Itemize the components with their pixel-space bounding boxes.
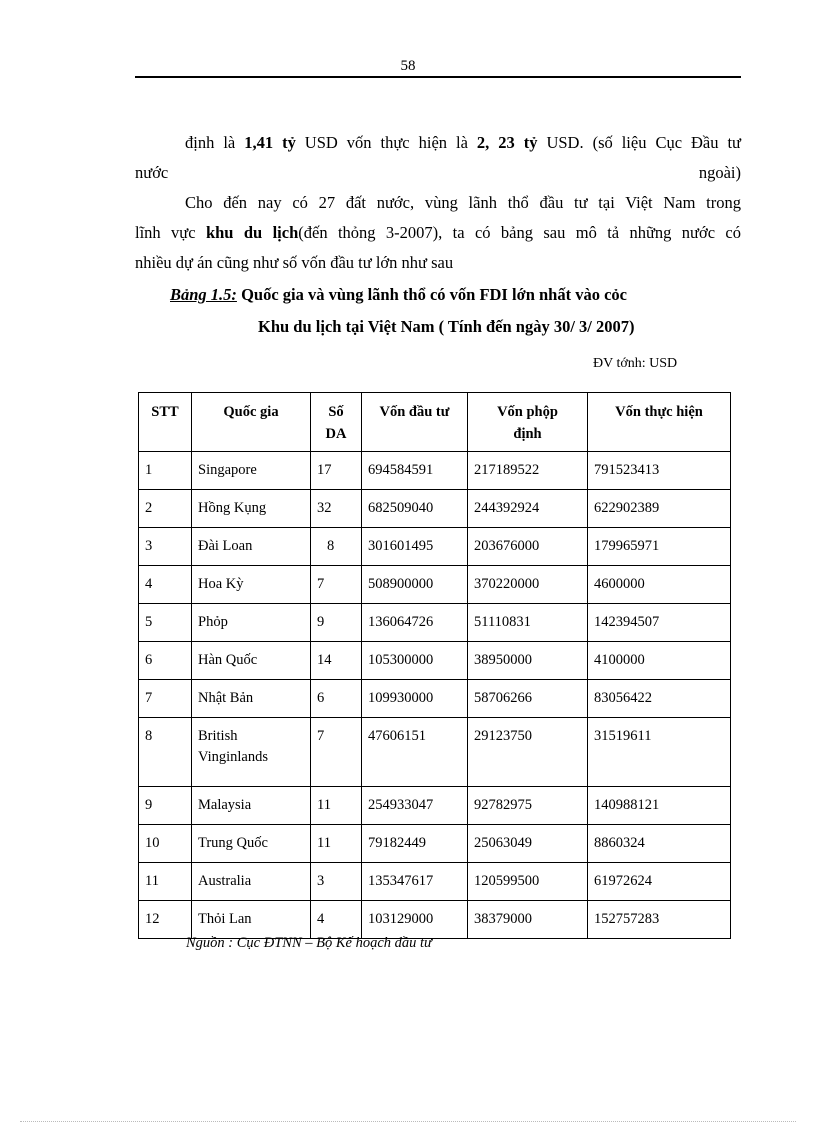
cell-realized: 83056422 bbox=[588, 680, 731, 718]
cell-realized: 4100000 bbox=[588, 642, 731, 680]
cell-investment: 682509040 bbox=[362, 490, 468, 528]
table-header-row bbox=[139, 393, 731, 452]
cell-stt: 2 bbox=[139, 490, 192, 528]
cell-projects: 3 bbox=[311, 863, 362, 901]
cell-country: Hàn Quốc bbox=[192, 642, 311, 680]
table-caption bbox=[170, 285, 627, 305]
cell-projects: 6 bbox=[311, 680, 362, 718]
cell-country: Hồng Kụng bbox=[192, 490, 311, 528]
header-realized: Vốn thực hiện bbox=[588, 393, 731, 452]
table-row bbox=[139, 604, 731, 642]
cell-investment: 105300000 bbox=[362, 642, 468, 680]
cell-licensed: 244392924 bbox=[468, 490, 588, 528]
cell-licensed: 51110831 bbox=[468, 604, 588, 642]
cell-country: Malaysia bbox=[192, 787, 311, 825]
cell-licensed: 92782975 bbox=[468, 787, 588, 825]
cell-licensed: 217189522 bbox=[468, 452, 588, 490]
cell-projects: 17 bbox=[311, 452, 362, 490]
header-projects: Số DA bbox=[311, 393, 362, 452]
table-caption-text: Quốc gia và vùng lãnh thổ có vốn FDI lớn nhất vào cỏc bbox=[236, 285, 627, 304]
cell-realized: 4600000 bbox=[588, 566, 731, 604]
fdi-table bbox=[138, 392, 731, 939]
cell-stt: 5 bbox=[139, 604, 192, 642]
cell-stt: 6 bbox=[139, 642, 192, 680]
cell-licensed: 120599500 bbox=[468, 863, 588, 901]
table-source: Nguồn : Cục ĐTNN – Bộ Kế hoạch đầu tư bbox=[186, 935, 432, 951]
cell-projects: 9 bbox=[311, 604, 362, 642]
cell-licensed: 38950000 bbox=[468, 642, 588, 680]
table-row bbox=[139, 452, 731, 490]
cell-country: Thỏi Lan bbox=[192, 901, 311, 939]
cell-projects: 14 bbox=[311, 642, 362, 680]
paragraph-tourism-intro bbox=[135, 188, 741, 278]
cell-country: British Vinginlands bbox=[192, 718, 311, 787]
cell-licensed: 29123750 bbox=[468, 718, 588, 787]
cell-country: Đài Loan bbox=[192, 528, 311, 566]
cell-realized: 31519611 bbox=[588, 718, 731, 787]
cell-projects: 32 bbox=[311, 490, 362, 528]
table-caption-continued: Khu du lịch tại Việt Nam ( Tính đến ngày 30/ 3/ 2007) bbox=[258, 317, 635, 336]
cell-stt: 4 bbox=[139, 566, 192, 604]
table-row bbox=[139, 566, 731, 604]
cell-realized: 142394507 bbox=[588, 604, 731, 642]
cell-stt: 12 bbox=[139, 901, 192, 939]
cell-realized: 622902389 bbox=[588, 490, 731, 528]
cell-investment: 136064726 bbox=[362, 604, 468, 642]
cell-investment: 508900000 bbox=[362, 566, 468, 604]
table-row bbox=[139, 787, 731, 825]
cell-licensed: 38379000 bbox=[468, 901, 588, 939]
header-rule bbox=[135, 76, 741, 78]
cell-realized: 179965971 bbox=[588, 528, 731, 566]
cell-country: Australia bbox=[192, 863, 311, 901]
header-stt: STT bbox=[139, 393, 192, 452]
page-number: 58 bbox=[400, 58, 416, 74]
cell-stt: 9 bbox=[139, 787, 192, 825]
cell-country: Hoa Kỳ bbox=[192, 566, 311, 604]
cell-country: Phỏp bbox=[192, 604, 311, 642]
cell-country: Trung Quốc bbox=[192, 825, 311, 863]
paragraph-line: Cho đến nay có 27 đất nước, vùng lãnh thổ đầu tư tại Việt Nam trong bbox=[185, 193, 741, 212]
cell-country: Nhật Bản bbox=[192, 680, 311, 718]
cell-stt: 7 bbox=[139, 680, 192, 718]
cell-projects: 4 bbox=[311, 901, 362, 939]
cell-investment: 301601495 bbox=[362, 528, 468, 566]
table-row bbox=[139, 825, 731, 863]
cell-projects: 7 bbox=[311, 566, 362, 604]
table-row bbox=[139, 490, 731, 528]
cell-licensed: 58706266 bbox=[468, 680, 588, 718]
paragraph-line: định là 1,41 tỷ USD vốn thực hiện là 2, 23 tỷ USD. (số liệu Cục Đầu tư bbox=[185, 133, 742, 152]
cell-licensed: 203676000 bbox=[468, 528, 588, 566]
table-row bbox=[139, 863, 731, 901]
cell-country: Singapore bbox=[192, 452, 311, 490]
paragraph-line: nhiều dự án cũng như số vốn đầu tư lớn như sau bbox=[135, 253, 454, 272]
paragraph-fdi-totals bbox=[135, 128, 741, 188]
header-investment: Vốn đầu tư bbox=[362, 393, 468, 452]
header-country: Quốc gia bbox=[192, 393, 311, 452]
cell-stt: 8 bbox=[139, 718, 192, 787]
cell-projects: 11 bbox=[311, 787, 362, 825]
cell-realized: 791523413 bbox=[588, 452, 731, 490]
paragraph-line: lĩnh vực khu du lịch(đến thỏng 3-2007), ta có bảng sau mô tả những nước có bbox=[135, 223, 741, 242]
cell-investment: 254933047 bbox=[362, 787, 468, 825]
cell-licensed: 370220000 bbox=[468, 566, 588, 604]
header-licensed: Vốn phộp định bbox=[468, 393, 588, 452]
currency-unit: ĐV tớnh: USD bbox=[593, 356, 678, 371]
cell-stt: 1 bbox=[139, 452, 192, 490]
cell-projects: 7 bbox=[311, 718, 362, 787]
table-row bbox=[139, 680, 731, 718]
cell-stt: 10 bbox=[139, 825, 192, 863]
cell-licensed: 25063049 bbox=[468, 825, 588, 863]
cell-investment: 47606151 bbox=[362, 718, 468, 787]
table-caption-label: Bảng 1.5: bbox=[170, 285, 237, 304]
cell-realized: 152757283 bbox=[588, 901, 731, 939]
table-row bbox=[139, 642, 731, 680]
bottom-rule bbox=[20, 1121, 796, 1122]
cell-realized: 61972624 bbox=[588, 863, 731, 901]
cell-investment: 694584591 bbox=[362, 452, 468, 490]
table-row bbox=[139, 901, 731, 939]
cell-realized: 8860324 bbox=[588, 825, 731, 863]
table-row bbox=[139, 718, 731, 787]
cell-investment: 109930000 bbox=[362, 680, 468, 718]
cell-projects: 8 bbox=[311, 528, 362, 566]
table-row bbox=[139, 528, 731, 566]
cell-realized: 140988121 bbox=[588, 787, 731, 825]
cell-investment: 79182449 bbox=[362, 825, 468, 863]
cell-investment: 103129000 bbox=[362, 901, 468, 939]
cell-investment: 135347617 bbox=[362, 863, 468, 901]
cell-stt: 11 bbox=[139, 863, 192, 901]
cell-stt: 3 bbox=[139, 528, 192, 566]
cell-projects: 11 bbox=[311, 825, 362, 863]
paragraph-line: nước ngoài) bbox=[135, 163, 741, 182]
